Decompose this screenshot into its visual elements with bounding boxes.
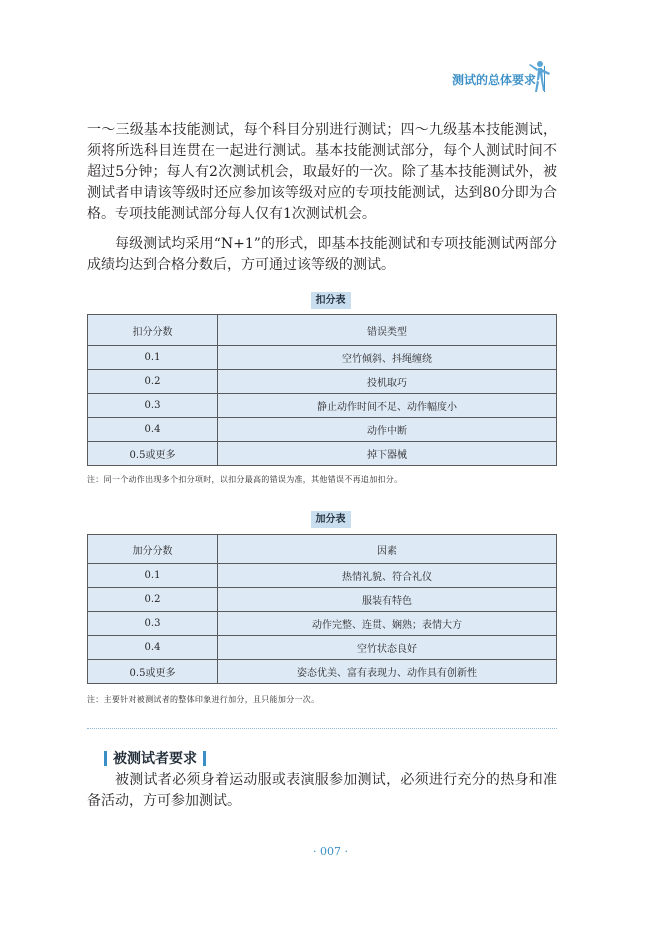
bonus-table-caption [0,507,661,528]
table-row [88,636,557,660]
table-cell: 0.2 [88,370,218,394]
section-bar-right [203,751,206,766]
table-cell: 动作完整、连贯、娴熟；表情大方 [218,612,557,636]
paragraph-test-rules: 一～三级基本技能测试，每个科目分别进行测试；四～九级基本技能测试，须将所选科目连贯在一起进行测试。基本技能测试部分，每个人测试时间不超过5分钟；每人有2次测试机会，取最好的一次。除了基本技能测试外，被测试者申请该等级时还应参加该等级对应的专项技能测试，达到80分即为合格。专项技能测试部分每人仅有1次测试机会。 [87,122,557,222]
page-number: · 007 · [313,845,348,858]
table-cell: 热情礼貌、符合礼仪 [218,564,557,588]
bonus-table-caption-label: 加分表 [311,511,351,528]
column-header: 加分分数 [88,535,218,564]
bonus-table [87,534,557,684]
table-cell: 0.1 [88,346,218,370]
deduction-table-note: 注：同一个动作出现多个扣分项时，以扣分最高的错误为准，其他错误不再追加扣分。 [87,475,403,484]
section-title: 被测试者要求 [113,751,197,767]
table-cell: 0.5或更多 [88,660,218,684]
table-header-row [88,535,557,564]
bonus-table-note: 注：主要针对被测试者的整体印象进行加分，且只能加分一次。 [87,695,320,704]
table-cell: 空竹倾斜、抖绳缠绕 [218,346,557,370]
table-cell: 掉下器械 [218,442,557,466]
table-row [88,346,557,370]
table-row [88,394,557,418]
deduction-table [87,314,557,466]
table-row [88,564,557,588]
table-cell: 投机取巧 [218,370,557,394]
table-row [88,418,557,442]
header-title: 测试的总体要求 [451,72,536,87]
deduction-table-caption [0,288,661,309]
table-cell: 姿态优美、富有表现力、动作具有创新性 [218,660,557,684]
diabolo-player-icon [527,60,553,100]
table-cell: 0.1 [88,564,218,588]
table-row [88,442,557,466]
paragraph-n-plus-one: 每级测试均采用“N+1”的形式，即基本技能测试和专项技能测试两部分成绩均达到合格分数后，方可通过该等级的测试。 [87,236,557,273]
table-row [88,370,557,394]
table-cell: 0.3 [88,394,218,418]
table-cell: 0.4 [88,636,218,660]
section-heading [104,748,206,768]
column-header: 扣分分数 [88,315,218,346]
table-row [88,612,557,636]
table-cell: 0.5或更多 [88,442,218,466]
section-divider [87,728,557,729]
table-cell: 0.3 [88,612,218,636]
section-bar-left [104,751,107,766]
column-header: 错误类型 [218,315,557,346]
paragraph-candidate-requirements: 被测试者必须身着运动服或表演服参加测试，必须进行充分的热身和准备活动，方可参加测试。 [87,772,557,809]
table-cell: 0.2 [88,588,218,612]
column-header: 因素 [218,535,557,564]
table-cell: 服装有特色 [218,588,557,612]
table-cell: 0.4 [88,418,218,442]
table-cell: 动作中断 [218,418,557,442]
table-cell: 静止动作时间不足、动作幅度小 [218,394,557,418]
table-header-row [88,315,557,346]
deduction-table-caption-label: 扣分表 [311,292,351,309]
table-row [88,588,557,612]
table-cell: 空竹状态良好 [218,636,557,660]
table-row [88,660,557,684]
